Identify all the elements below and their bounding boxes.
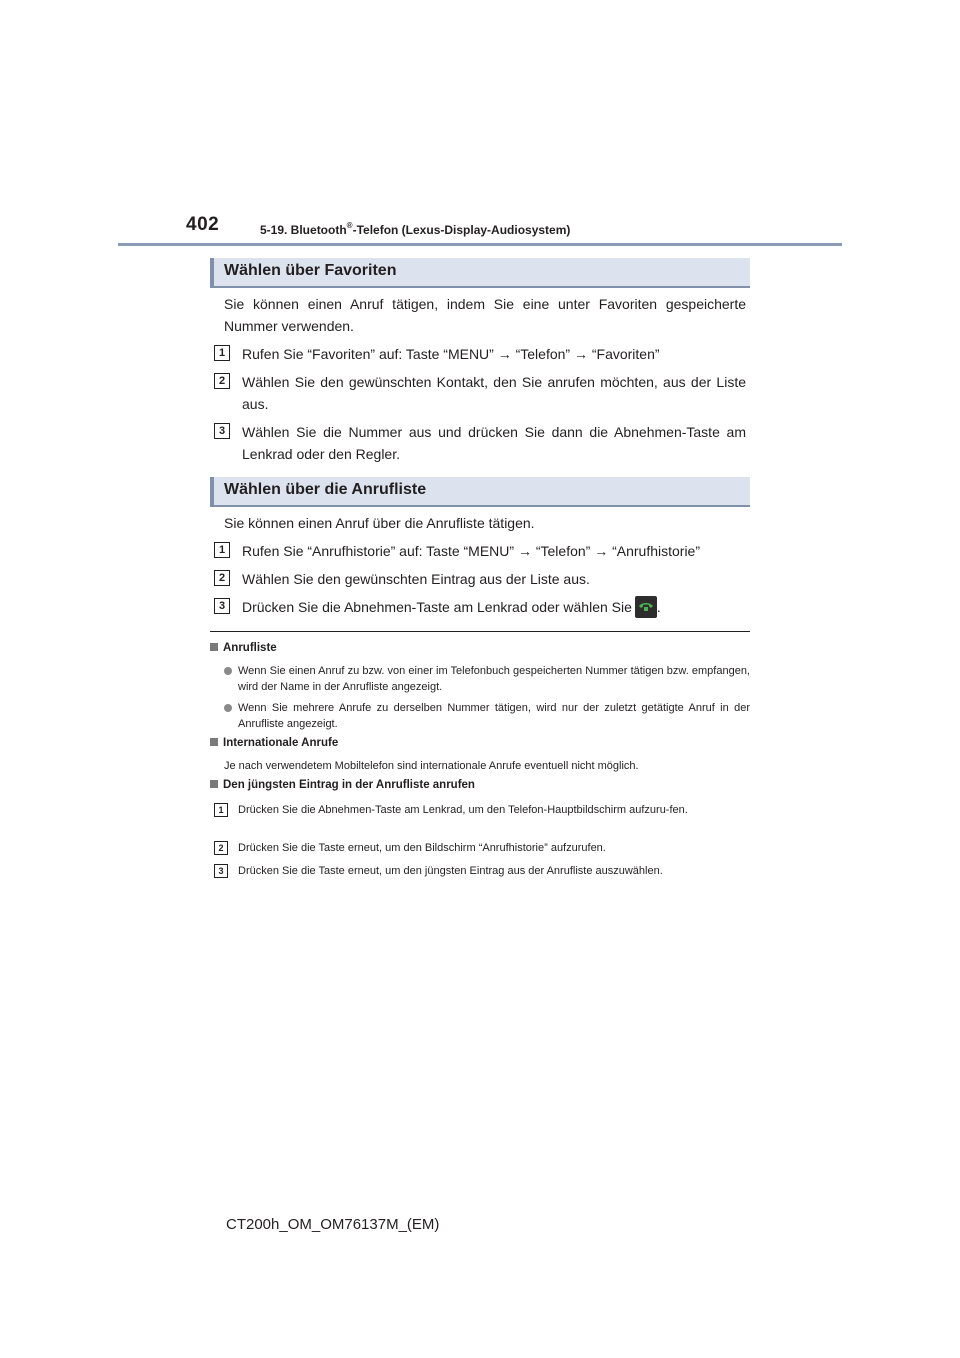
step-number: 3: [214, 598, 230, 614]
note-heading-text: Den jüngsten Eintrag in der Anrufliste anrufen: [223, 779, 475, 791]
chapter-suffix: -Telefon (Lexus-Display-Audiosystem): [352, 223, 571, 237]
note-heading: [210, 737, 338, 749]
header-rule: [118, 243, 842, 246]
step-text: Wählen Sie die Nummer aus und drücken Sie dann die Abnehmen-Taste am Lenkrad oder den Regler.: [242, 424, 746, 462]
section-title: Wählen über die Anrufliste: [224, 481, 427, 498]
step-number: 2: [214, 841, 228, 855]
step-number: 3: [214, 864, 228, 878]
section-intro: Sie können einen Anruf über die Anrufliste tätigen.: [224, 515, 535, 531]
section-title: Wählen über Favoriten: [224, 262, 397, 279]
note-step-text: Drücken Sie die Abnehmen-Taste am Lenkrad, um den Telefon-Hauptbildschirm aufzuru-fen.: [238, 804, 688, 816]
step-text: Rufen Sie “Anrufhistorie” auf: Taste “MENU” → “Telefon” → “Anrufhistorie”: [242, 543, 701, 559]
notes-divider: [210, 631, 750, 632]
step-number: 1: [214, 542, 230, 558]
step-number: 2: [214, 570, 230, 586]
section-header-anrufliste: [210, 477, 750, 507]
step-number: 2: [214, 373, 230, 389]
square-bullet-icon: [210, 643, 218, 651]
step-text-main: Drücken Sie die Abnehmen-Taste am Lenkrad oder wählen Sie: [242, 599, 632, 615]
step-text: Wählen Sie den gewünschten Kontakt, den Sie anrufen möchten, aus der Liste aus.: [242, 374, 746, 412]
step-text: Wählen Sie den gewünschten Eintrag aus der Liste aus.: [242, 571, 590, 587]
section-header-favoriten: [210, 258, 750, 288]
bullet-dot-icon: [224, 667, 232, 675]
step-text: [242, 596, 746, 618]
step-number: 1: [214, 345, 230, 361]
step-text: Rufen Sie “Favoriten” auf: Taste “MENU” → “Telefon” → “Favoriten”: [242, 346, 660, 362]
section-intro: Sie können einen Anruf tätigen, indem Sie eine unter Favoriten gespeicherte Nummer verwenden.: [224, 296, 746, 334]
bullet-dot-icon: [224, 704, 232, 712]
square-bullet-icon: [210, 738, 218, 746]
note-heading: [210, 779, 475, 791]
step-text-suffix: .: [656, 599, 661, 615]
page-number: 402: [186, 214, 220, 235]
note-text: Je nach verwendetem Mobiltelefon sind internationale Anrufe eventuell nicht möglich.: [224, 760, 639, 772]
note-step-text: Drücken Sie die Taste erneut, um den jüngsten Eintrag aus der Anrufliste auszuwählen.: [238, 865, 663, 877]
phone-pickup-icon: [635, 596, 657, 618]
step-number: 3: [214, 423, 230, 439]
note-heading-text: Anrufliste: [223, 642, 277, 654]
note-bullet-text: Wenn Sie einen Anruf zu bzw. von einer im Telefonbuch gespeicherten Nummer tätigen bzw. empfangen, wird der Name in der Anrufliste angezeigt.: [238, 665, 750, 693]
square-bullet-icon: [210, 780, 218, 788]
chapter-title: [260, 222, 570, 237]
footer-code: CT200h_OM_OM76137M_(EM): [226, 1216, 440, 1233]
note-bullet-text: Wenn Sie mehrere Anrufe zu derselben Nummer tätigen, wird nur der zuletzt getätigte Anruf in der Anrufliste angezeigt.: [238, 702, 750, 730]
note-heading-text: Internationale Anrufe: [223, 737, 339, 749]
chapter-prefix: 5-19. Bluetooth: [260, 223, 347, 237]
note-step-text: Drücken Sie die Taste erneut, um den Bildschirm “Anrufhistorie” aufzurufen.: [238, 842, 606, 854]
registered-mark: ®: [346, 221, 353, 230]
step-number: 1: [214, 803, 228, 817]
note-heading: [210, 642, 277, 654]
